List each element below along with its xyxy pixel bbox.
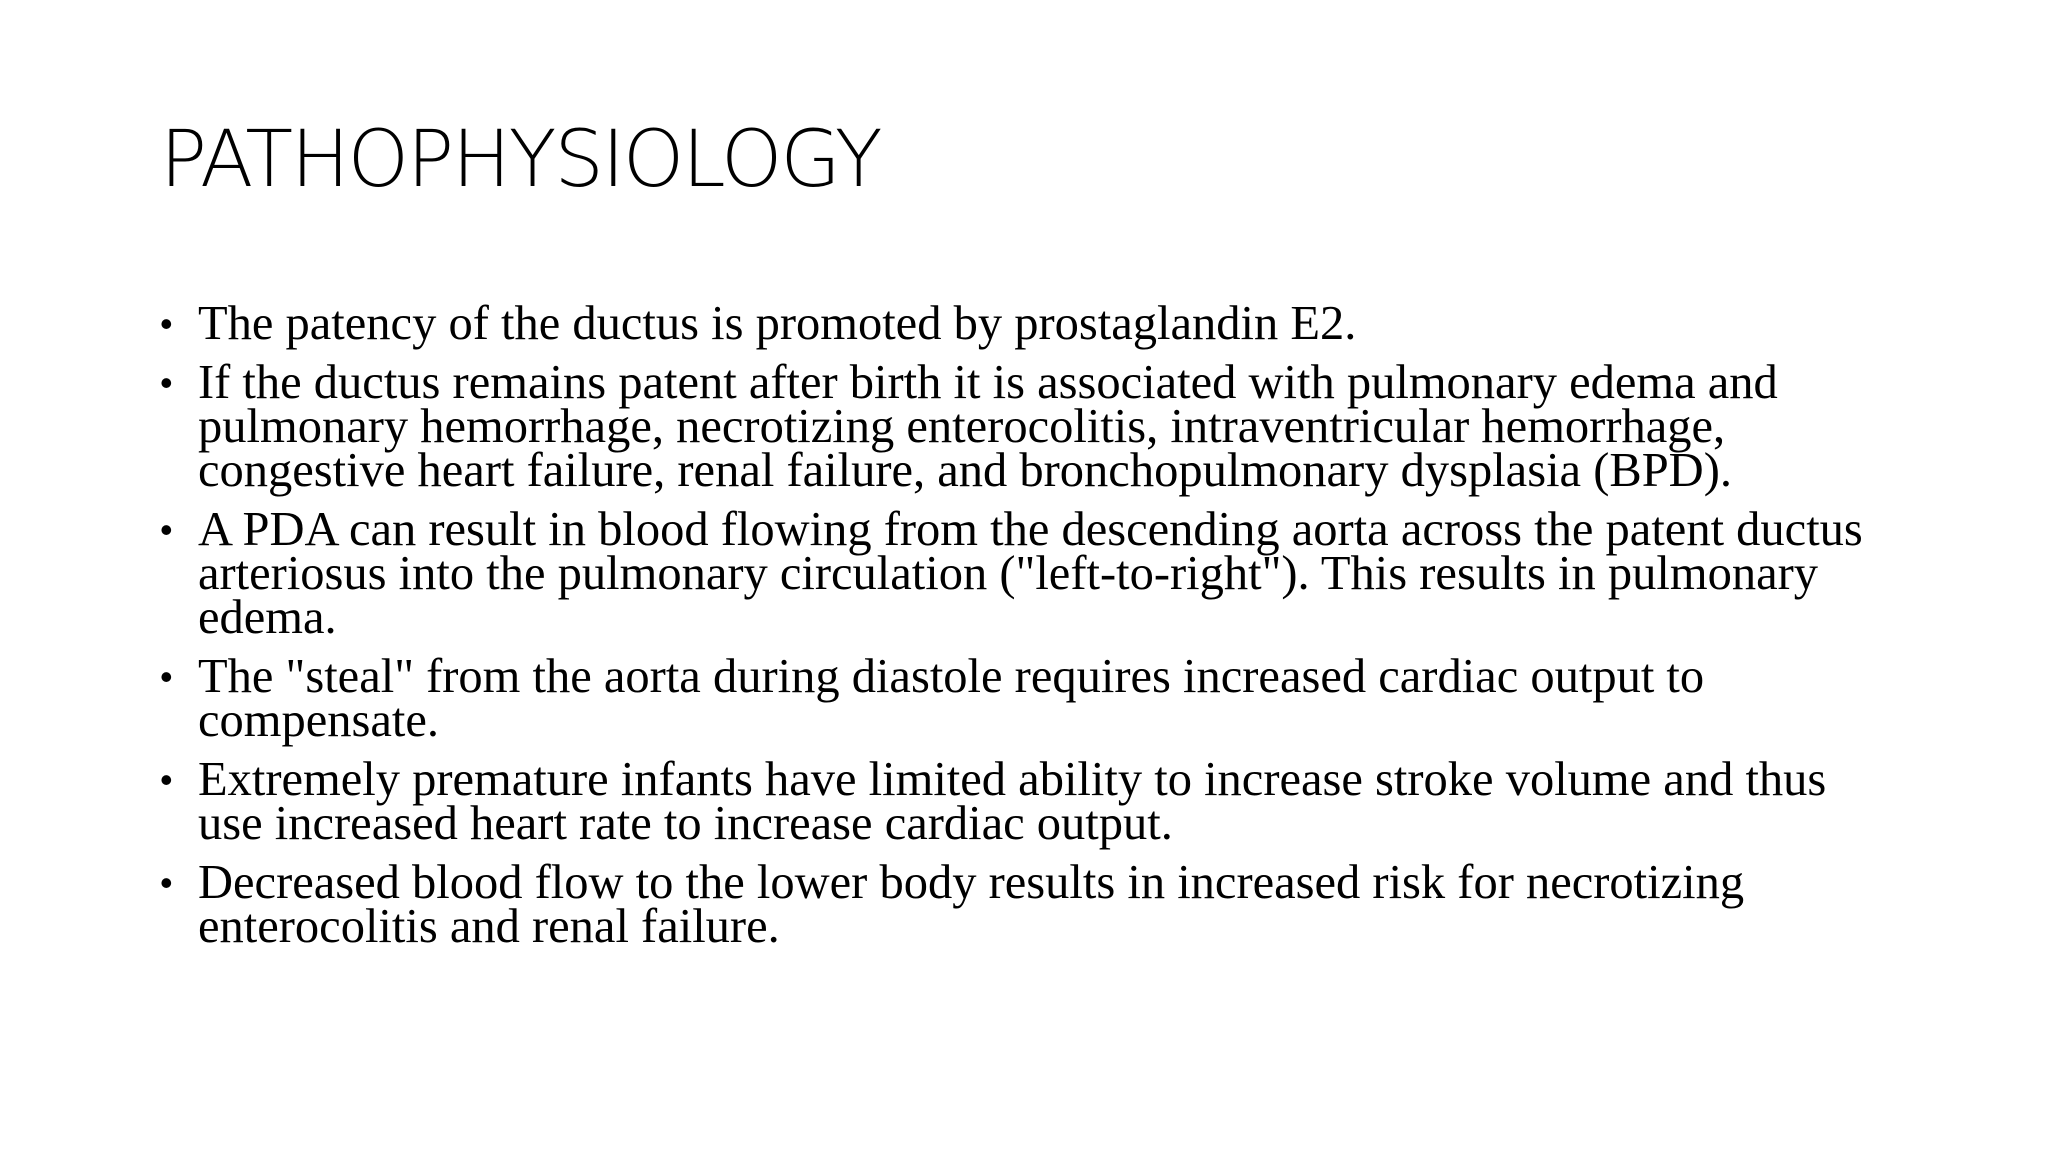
bullet-marker: • — [160, 362, 173, 403]
bullet-marker: • — [160, 759, 173, 800]
bullet-item — [160, 753, 1880, 850]
bullet-text: Extremely premature infants have limited ability to increase stroke volume and thus use increased heart rate to increase cardiac output. — [198, 753, 1827, 850]
bullet-item — [160, 650, 1880, 747]
bullet-item — [160, 503, 1880, 644]
bullet-text: The patency of the ductus is promoted by prostaglandin E2. — [198, 297, 1357, 350]
bullet-text: Decreased blood flow to the lower body results in increased risk for necrotizing enterocolitis and renal failure. — [198, 856, 1745, 953]
bullet-item — [160, 856, 1880, 953]
slide-title: PATHOPHYSIOLOGY — [160, 115, 881, 205]
bullet-marker: • — [160, 509, 173, 550]
bullet-marker: • — [160, 862, 173, 903]
bullet-item — [160, 356, 1880, 497]
bullet-item — [160, 297, 1880, 350]
bullet-text: If the ductus remains patent after birth it is associated with pulmonary edema and pulmonary hemorrhage, necrotizing enterocolitis, intraventricular hemorrhage, congestive heart failure, renal failure, and bronchopulmonary dysplasia (BPD). — [198, 356, 1778, 497]
bullet-text: The "steal" from the aorta during diastole requires increased cardiac output to compensate. — [198, 650, 1705, 747]
bullet-marker: • — [160, 303, 173, 344]
bullet-marker: • — [160, 656, 173, 697]
bullet-list — [160, 297, 1880, 964]
bullet-text: A PDA can result in blood flowing from the descending aorta across the patent ductus arteriosus into the pulmonary circulation ("left-to-right"). This results in pulmonary edema. — [198, 503, 1863, 644]
